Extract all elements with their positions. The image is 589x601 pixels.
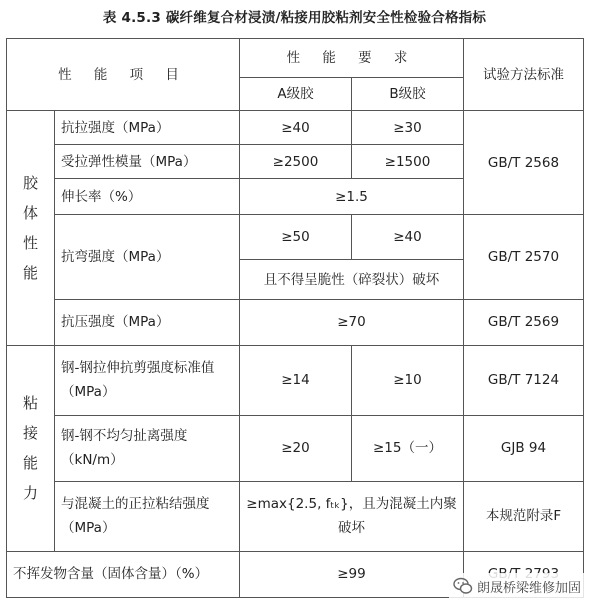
header-grade-a: A级胶 [240, 78, 352, 111]
row-item: 钢-钢拉伸抗剪强度标准值（MPa） [55, 345, 240, 415]
row-ab: ≥max{2.5, fₜₖ}，且为混凝土内聚破坏 [240, 481, 464, 551]
header-requirement: 性 能 要 求 [240, 39, 464, 78]
row-item: 抗弯强度（MPa） [55, 215, 240, 299]
row-std: GB/T 2570 [464, 215, 584, 299]
wechat-icon [453, 576, 473, 596]
group-label-bond: 粘 接 能 力 [7, 345, 55, 551]
row-item: 抗拉强度（MPa） [55, 111, 240, 145]
row-item: 不挥发物含量（固体含量）（%） [7, 551, 240, 597]
row-note: 且不得呈脆性（碎裂状）破坏 [240, 260, 464, 299]
row-item: 受拉弹性模量（MPa） [55, 145, 240, 179]
row-item: 抗压强度（MPa） [55, 299, 240, 345]
row-b: ≥10 [352, 345, 464, 415]
spec-table [6, 38, 584, 598]
row-std: 本规范附录F [464, 481, 584, 551]
header-grade-b: B级胶 [352, 78, 464, 111]
row-item: 与混凝土的正拉粘结强度（MPa） [55, 481, 240, 551]
row-ab: ≥99 [240, 551, 464, 597]
row-item: 钢-钢不均匀扯离强度（kN/m） [55, 415, 240, 481]
row-std: GJB 94 [464, 415, 584, 481]
row-b: ≥1500 [352, 145, 464, 179]
group-label-body: 胶 体 性 能 [7, 111, 55, 346]
row-b: ≥15（一） [352, 415, 464, 481]
watermark [449, 573, 587, 599]
row-item: 伸长率（%） [55, 179, 240, 215]
row-b: ≥40 [352, 215, 464, 260]
row-std: GB/T 2568 [464, 111, 584, 215]
row-ab: ≥70 [240, 299, 464, 345]
row-a: ≥40 [240, 111, 352, 145]
row-a: ≥2500 [240, 145, 352, 179]
row-b: ≥30 [352, 111, 464, 145]
table-caption: 表 4.5.3 碳纤维复合材浸渍/粘接用胶粘剂安全性检验合格指标 [102, 10, 487, 26]
row-a: ≥50 [240, 215, 352, 260]
row-a: ≥14 [240, 345, 352, 415]
header-item: 性 能 项 目 [7, 39, 240, 111]
watermark-text: 朗晟桥梁维修加固 [476, 580, 581, 596]
row-std: GB/T 2569 [464, 299, 584, 345]
row-std: GB/T 7124 [464, 345, 584, 415]
header-method: 试验方法标准 [464, 39, 584, 111]
row-a: ≥20 [240, 415, 352, 481]
row-ab: ≥1.5 [240, 179, 464, 215]
